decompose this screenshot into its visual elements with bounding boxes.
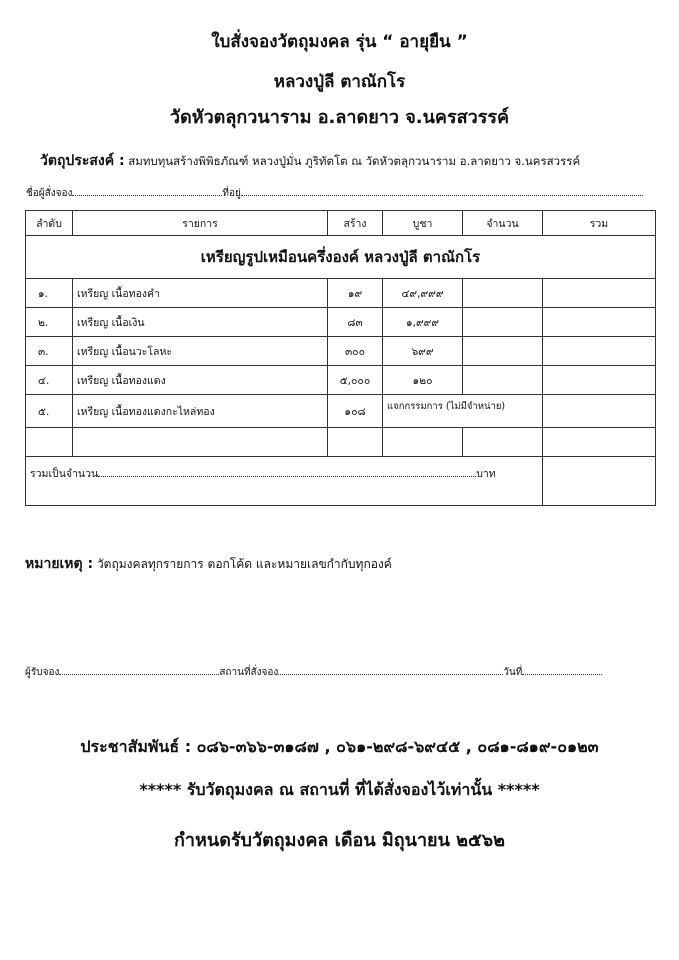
orderer-address-field[interactable] <box>241 186 643 196</box>
form-title: ใบสั่งจองวัตถุมงคล รุ่น “ อายุยืน ” <box>211 32 468 52</box>
table-row <box>26 366 656 395</box>
purpose-label: วัตถุประสงค์ : <box>40 153 125 169</box>
note-line <box>25 553 392 575</box>
header-total: รวม <box>543 211 656 236</box>
orderer-line <box>26 186 654 201</box>
header-price: บูชา <box>383 211 463 236</box>
table-row <box>26 308 656 337</box>
empty-cell[interactable] <box>383 428 463 457</box>
row-total-field[interactable] <box>543 308 656 337</box>
row-total-field[interactable] <box>543 395 656 428</box>
date-label: วันที่ <box>503 667 523 678</box>
header-qty: จำนวน <box>463 211 543 236</box>
total-unit: บาท <box>476 468 496 480</box>
row-total-field[interactable] <box>543 337 656 366</box>
note-text: วัตถุมงคลทุกรายการ ตอกโค้ด และหมายเลขกำกับทุกองค์ <box>96 557 392 571</box>
receiver-label: ผู้รับจอง <box>25 667 60 678</box>
place-label: สถานที่สั่งจอง <box>219 667 279 678</box>
row-item: เหรียญ เนื้อทองแดงกะไหล่ทอง <box>73 395 328 428</box>
orderer-name-field[interactable] <box>72 186 222 196</box>
receiver-line <box>25 665 655 680</box>
table-row-empty <box>26 428 656 457</box>
empty-cell[interactable] <box>463 428 543 457</box>
row-price: ๔๙,๙๙๙ <box>383 279 463 308</box>
empty-cell[interactable] <box>543 428 656 457</box>
section-row <box>26 236 656 279</box>
row-price: ๑๒๐ <box>383 366 463 395</box>
row-no: ๑. <box>26 279 73 308</box>
row-price-note: แจกกรรมการ (ไม่มีจำหน่าย) <box>383 395 543 428</box>
empty-cell[interactable] <box>328 428 383 457</box>
date-field[interactable] <box>522 665 602 675</box>
order-table <box>25 210 656 506</box>
receiver-field[interactable] <box>59 665 219 675</box>
row-qty-field[interactable] <box>463 366 543 395</box>
total-row <box>26 457 656 506</box>
row-total-field[interactable] <box>543 279 656 308</box>
row-made: ๕,๐๐๐ <box>328 366 383 395</box>
pickup-notice: ***** รับวัตถุมงคล ณ สถานที่ ที่ได้สั่งจองไว้เท่านั้น ***** <box>139 780 540 799</box>
empty-cell[interactable] <box>26 428 73 457</box>
section-title: เหรียญรูปเหมือนครึ่งองค์ หลวงปู่ลี ตาณักโร <box>26 236 656 279</box>
header-made: สร้าง <box>328 211 383 236</box>
row-price: ๖๙๙ <box>383 337 463 366</box>
total-label-cell <box>26 457 543 506</box>
table-row <box>26 337 656 366</box>
row-item: เหรียญ เนื้อเงิน <box>73 308 328 337</box>
row-no: ๒. <box>26 308 73 337</box>
table-row <box>26 279 656 308</box>
row-made: ๓๐๐ <box>328 337 383 366</box>
orderer-address-label: ที่อยู่ <box>222 188 241 199</box>
monk-name: หลวงปู่ลี ตาณักโร <box>273 72 406 92</box>
row-made: ๘๓ <box>328 308 383 337</box>
header-no: ลำดับ <box>26 211 73 236</box>
row-made: ๑๐๘ <box>328 395 383 428</box>
row-price: ๑,๙๙๙ <box>383 308 463 337</box>
table-row <box>26 395 656 428</box>
table-header-row <box>26 211 656 236</box>
row-item: เหรียญ เนื้อทองคำ <box>73 279 328 308</box>
header-item: รายการ <box>73 211 328 236</box>
row-qty-field[interactable] <box>463 308 543 337</box>
row-no: ๕. <box>26 395 73 428</box>
row-qty-field[interactable] <box>463 279 543 308</box>
note-label: หมายเหตุ : <box>25 556 94 572</box>
row-qty-field[interactable] <box>463 337 543 366</box>
row-item: เหรียญ เนื้อทองแดง <box>73 366 328 395</box>
row-total-field[interactable] <box>543 366 656 395</box>
place-field[interactable] <box>278 665 503 675</box>
row-no: ๔. <box>26 366 73 395</box>
empty-cell[interactable] <box>73 428 328 457</box>
purpose-text: สมทบทุนสร้างพิพิธภัณฑ์ หลวงปู่มั่น ภูริทัตโต ณ วัดหัวตลุกวนาราม อ.ลาดยาว จ.นครสวรรค์ <box>128 154 581 168</box>
contact-line: ประชาสัมพันธ์ : ๐๘๖-๓๖๖-๓๑๘๗ , ๐๖๑-๒๙๘-๖๙๔๕ , ๐๘๑-๘๑๙-๐๑๒๓ <box>80 737 599 756</box>
temple-name: วัดหัวตลุกวนาราม อ.ลาดยาว จ.นครสวรรค์ <box>169 107 510 128</box>
row-made: ๑๙ <box>328 279 383 308</box>
due-date: กำหนดรับวัตถุมงคล เดือน มิถุนายน ๒๕๖๒ <box>174 830 505 851</box>
total-amount-field[interactable] <box>98 467 476 477</box>
row-no: ๓. <box>26 337 73 366</box>
orderer-name-label: ชื่อผู้สั่งจอง <box>26 188 73 199</box>
row-item: เหรียญ เนื้อนวะโลหะ <box>73 337 328 366</box>
purpose-line <box>40 150 580 172</box>
total-value-field[interactable] <box>543 457 656 506</box>
total-label: รวมเป็นจำนวน <box>30 468 99 480</box>
